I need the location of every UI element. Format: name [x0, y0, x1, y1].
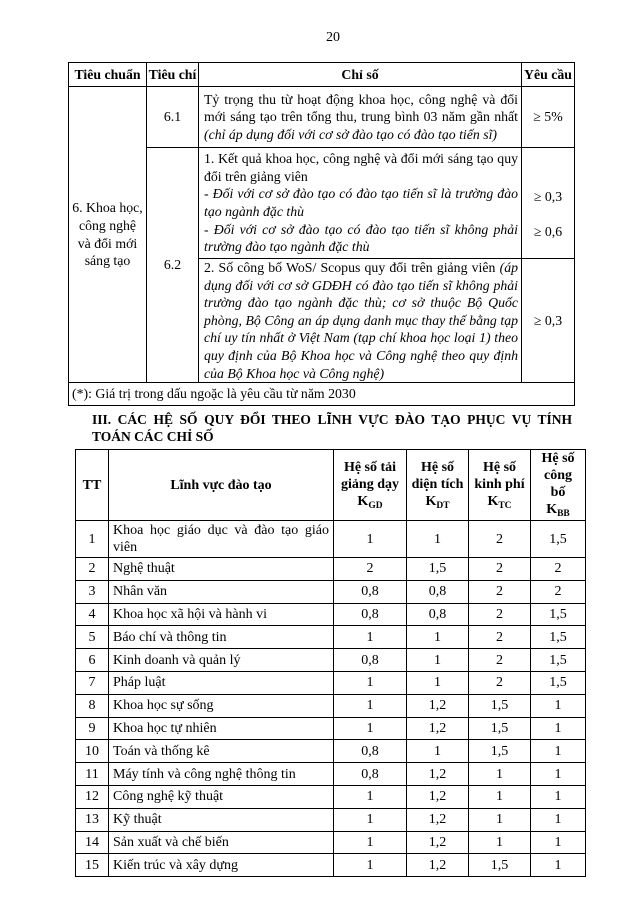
field-name: Toán và thống kê	[109, 740, 334, 763]
row-number: 12	[76, 785, 109, 808]
indicator-6-1	[199, 87, 522, 148]
footnote: (*): Giá trị trong dấu ngoặc là yêu cầu từ năm 2030	[69, 383, 575, 406]
indicator-note: (chỉ áp dụng đối với cơ sở đào tạo có đào tạo tiến sĩ)	[204, 126, 498, 142]
table-row	[76, 558, 586, 581]
coef-k-gd: 2	[334, 558, 407, 581]
indicator-text: 1. Kết quả khoa học, công nghệ và đổi mới sáng tạo quy đổi trên giảng viên	[204, 151, 518, 184]
coef-k-gd: 0,8	[334, 740, 407, 763]
coefficient-symbol	[473, 493, 526, 512]
coef-k-gd: 1	[334, 854, 407, 877]
requirement-value: ≥ 0,3	[533, 189, 563, 204]
requirement-value: ≥ 0,6	[533, 223, 563, 239]
indicator-6-2-2	[199, 259, 522, 383]
coef-k-bb: 1	[531, 831, 586, 854]
coef-k-tc: 1,5	[469, 740, 531, 763]
header-label: Hệ số công bố	[541, 451, 575, 500]
symbol-main: K	[546, 502, 558, 517]
coef-k-dt: 1	[407, 649, 469, 672]
coef-k-bb: 1,5	[531, 671, 586, 694]
row-number: 14	[76, 831, 109, 854]
coef-k-gd: 1	[334, 521, 407, 558]
header-indicator: Chỉ số	[199, 63, 522, 87]
requirement-6-1: ≥ 5%	[522, 87, 575, 148]
header-criterion: Tiêu chí	[147, 63, 199, 87]
header-k-bb	[531, 450, 586, 521]
indicator-text: 2. Số công bố WoS/ Scopus quy đổi trên giảng viên	[204, 260, 496, 275]
coefficient-header-row	[76, 450, 586, 521]
coef-k-tc: 2	[469, 671, 531, 694]
coef-k-bb: 2	[531, 558, 586, 581]
coef-k-tc: 1	[469, 808, 531, 831]
coef-k-tc: 2	[469, 558, 531, 581]
field-name: Kiến trúc và xây dựng	[109, 854, 334, 877]
coef-k-dt: 1,2	[407, 808, 469, 831]
field-name: Khoa học giáo dục và đào tạo giáo viên	[109, 521, 334, 558]
footnote-row	[69, 383, 575, 406]
coef-k-dt: 0,8	[407, 603, 469, 626]
coef-k-dt: 1,2	[407, 717, 469, 740]
field-name: Sản xuất và chế biến	[109, 831, 334, 854]
field-name: Kinh doanh và quản lý	[109, 649, 334, 672]
table-row	[76, 671, 586, 694]
row-number: 13	[76, 808, 109, 831]
coef-k-dt: 1	[407, 671, 469, 694]
standard-cell: 6. Khoa học, công nghệ và đổi mới sáng tạo	[69, 87, 147, 383]
coef-k-dt: 0,8	[407, 580, 469, 603]
coef-k-gd: 1	[334, 671, 407, 694]
criteria-header-row	[69, 63, 575, 87]
row-number: 7	[76, 671, 109, 694]
coefficient-table-body	[76, 521, 586, 877]
header-field: Lĩnh vực đào tạo	[109, 450, 334, 521]
coef-k-tc: 2	[469, 521, 531, 558]
table-row	[76, 649, 586, 672]
coef-k-tc: 1,5	[469, 717, 531, 740]
coef-k-gd: 1	[334, 626, 407, 649]
row-number: 11	[76, 763, 109, 786]
coef-k-dt: 1,5	[407, 558, 469, 581]
header-k-gd	[334, 450, 407, 521]
table-row	[76, 854, 586, 877]
coef-k-dt: 1,2	[407, 831, 469, 854]
row-number: 15	[76, 854, 109, 877]
table-row	[76, 521, 586, 558]
header-requirement: Yêu cầu	[522, 63, 575, 87]
field-name: Khoa học xã hội và hành vi	[109, 603, 334, 626]
coef-k-dt: 1,2	[407, 763, 469, 786]
header-k-tc	[469, 450, 531, 521]
table-row	[76, 740, 586, 763]
table-row	[76, 580, 586, 603]
coef-k-dt: 1,2	[407, 785, 469, 808]
coef-k-bb: 2	[531, 580, 586, 603]
coefficient-symbol	[411, 493, 464, 512]
coefficient-table-head	[76, 450, 586, 521]
header-standard: Tiêu chuẩn	[69, 63, 147, 87]
page-number: 20	[326, 30, 340, 45]
table-row	[76, 626, 586, 649]
field-name: Báo chí và thông tin	[109, 626, 334, 649]
field-name: Máy tính và công nghệ thông tin	[109, 763, 334, 786]
header-label: Hệ số kinh phí	[474, 459, 525, 492]
coef-k-gd: 0,8	[334, 603, 407, 626]
table-row	[76, 831, 586, 854]
field-name: Khoa học sự sống	[109, 694, 334, 717]
field-name: Khoa học tự nhiên	[109, 717, 334, 740]
coef-k-gd: 1	[334, 717, 407, 740]
coef-k-tc: 2	[469, 626, 531, 649]
coef-k-gd: 1	[334, 831, 407, 854]
coef-k-gd: 1	[334, 808, 407, 831]
table-row	[76, 763, 586, 786]
coef-k-dt: 1,2	[407, 694, 469, 717]
symbol-subscript: BB	[557, 509, 570, 519]
row-number: 2	[76, 558, 109, 581]
row-number: 4	[76, 603, 109, 626]
indicator-6-2-1	[199, 148, 522, 259]
symbol-main: K	[357, 493, 369, 509]
coef-k-tc: 2	[469, 580, 531, 603]
coef-k-tc: 1,5	[469, 694, 531, 717]
row-number: 9	[76, 717, 109, 740]
coef-k-bb: 1	[531, 694, 586, 717]
header-no: TT	[76, 450, 109, 521]
coef-k-bb: 1	[531, 785, 586, 808]
criterion-id-6-2: 6.2	[147, 148, 199, 383]
field-name: Pháp luật	[109, 671, 334, 694]
coef-k-bb: 1,5	[531, 649, 586, 672]
table-row	[76, 603, 586, 626]
coef-k-tc: 1	[469, 831, 531, 854]
row-number: 6	[76, 649, 109, 672]
symbol-main: K	[487, 493, 499, 509]
indicator-case: - Đối với cơ sở đào tạo có đào tạo tiến sĩ là trường đào tạo ngành đặc thù	[204, 186, 518, 219]
indicator-note: (áp dụng đối với cơ sở GDĐH có đào tạo tiến sĩ không phải trường đào tạo ngành đặc thù; cơ sở thuộc Bộ Quốc phòng, Bộ Công an áp dụng danh mục thay thế bằng tạp chí uy tín nhất ở Việt Nam (tạp chí khoa học loại 1) theo quy định của Bộ Khoa học và Công nghệ theo quy định của Bộ Khoa học và Công nghệ)	[204, 260, 518, 381]
row-number: 10	[76, 740, 109, 763]
table-row	[76, 808, 586, 831]
coef-k-bb: 1	[531, 808, 586, 831]
row-number: 5	[76, 626, 109, 649]
indicator-case: - Đối với cơ sở đào tạo có đào tạo tiến sĩ không phải trường đào tạo ngành đặc thù	[204, 221, 518, 255]
symbol-subscript: DT	[436, 500, 450, 511]
symbol-subscript: GD	[368, 500, 383, 511]
field-name: Kỹ thuật	[109, 808, 334, 831]
coef-k-dt: 1,2	[407, 854, 469, 877]
coefficient-table	[75, 449, 586, 877]
table-row	[76, 717, 586, 740]
table-row	[76, 785, 586, 808]
requirement-6-2-2: ≥ 0,3	[522, 259, 575, 383]
coef-k-gd: 1	[334, 785, 407, 808]
coef-k-tc: 2	[469, 649, 531, 672]
coef-k-bb: 1	[531, 740, 586, 763]
coef-k-gd: 0,8	[334, 763, 407, 786]
coef-k-bb: 1	[531, 854, 586, 877]
field-name: Nghệ thuật	[109, 558, 334, 581]
requirement-6-2-1	[522, 148, 575, 259]
row-number: 3	[76, 580, 109, 603]
header-label: Hệ số diện tích	[411, 459, 464, 492]
coef-k-tc: 1	[469, 763, 531, 786]
coef-k-bb: 1,5	[531, 626, 586, 649]
table-row	[76, 694, 586, 717]
header-label: Hệ số tải giảng dạy	[341, 459, 399, 492]
criteria-table	[68, 62, 575, 406]
criteria-table-body	[69, 63, 575, 406]
coef-k-gd: 0,8	[334, 649, 407, 672]
coef-k-gd: 0,8	[334, 580, 407, 603]
coef-k-dt: 1	[407, 626, 469, 649]
header-k-dt	[407, 450, 469, 521]
coef-k-dt: 1	[407, 521, 469, 558]
indicator-text: Tỷ trọng thu từ hoạt động khoa học, công nghệ và đổi mới sáng tạo trên tổng thu, trung bình 03 năm gần nhất	[204, 91, 518, 125]
field-name: Công nghệ kỹ thuật	[109, 785, 334, 808]
symbol-main: K	[425, 493, 437, 509]
coef-k-bb: 1,5	[531, 603, 586, 626]
criterion-6-1-row	[69, 87, 575, 148]
coef-k-gd: 1	[334, 694, 407, 717]
section-heading: III. CÁC HỆ SỐ QUY ĐỔI THEO LĨNH VỰC ĐÀO TẠO PHỤC VỤ TÍNH TOÁN CÁC CHỈ SỐ	[92, 412, 572, 444]
coef-k-tc: 1,5	[469, 854, 531, 877]
coef-k-tc: 1	[469, 785, 531, 808]
coef-k-dt: 1	[407, 740, 469, 763]
field-name: Nhân văn	[109, 580, 334, 603]
criterion-id-6-1: 6.1	[147, 87, 199, 148]
coefficient-symbol	[338, 493, 402, 512]
row-number: 8	[76, 694, 109, 717]
coef-k-bb: 1,5	[531, 521, 586, 558]
coef-k-bb: 1	[531, 763, 586, 786]
symbol-subscript: TC	[498, 500, 512, 511]
row-number: 1	[76, 521, 109, 558]
coef-k-tc: 2	[469, 603, 531, 626]
coefficient-symbol	[535, 501, 581, 520]
coef-k-bb: 1	[531, 717, 586, 740]
